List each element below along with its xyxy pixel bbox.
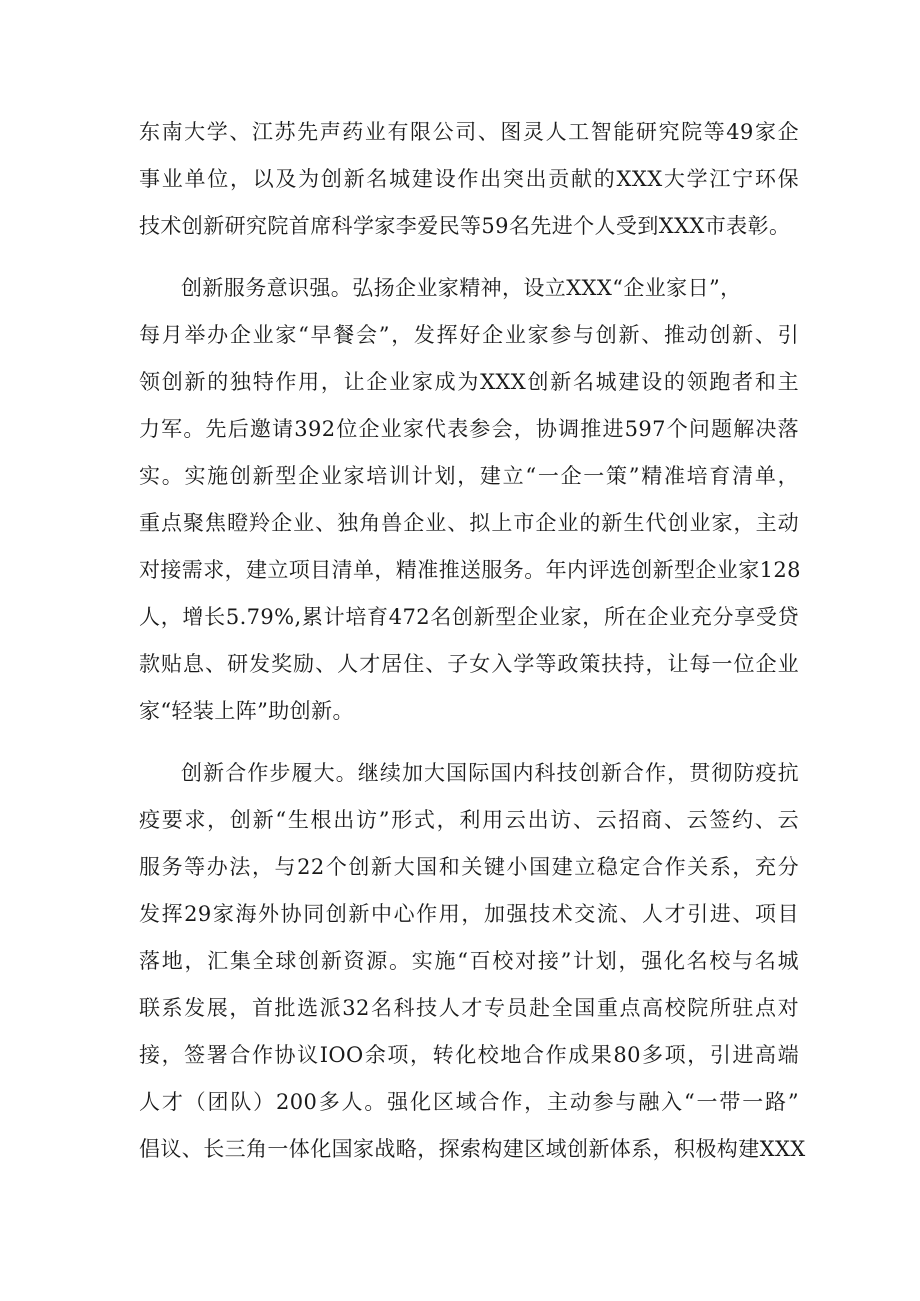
paragraph-3-line-9: 倡议、长三角一体化国家战略，探索构建区域创新体系，积极构建XXX (139, 1137, 806, 1161)
paragraph-2-line-6: 重点聚焦瞪羚企业、独角兽企业、拟上市企业的新生代创业家，主动 (139, 511, 799, 535)
paragraph-2-line-2: 每月举办企业家“早餐会”，发挥好企业家参与创新、推动创新、引 (139, 323, 799, 347)
paragraph-3-line-2: 疫要求，创新“生根出访”形式，利用云出访、云招商、云签约、云 (139, 808, 799, 832)
paragraph-2-line-5: 实。实施创新型企业家培训计划，建立“一企一策”精准培育清单， (139, 464, 799, 488)
paragraph-3-line-3: 服务等办法，与22个创新大国和关键小国建立稳定合作关系，充分 (139, 855, 799, 879)
paragraph-2-line-10: 家“轻装上阵”助创新。 (139, 699, 354, 723)
paragraph-2-line-9: 款贴息、研发奖励、人才居住、子女入学等政策扶持，让每一位企业 (139, 652, 799, 676)
paragraph-3-line-1: 创新合作步履大。继续加大国际国内科技创新合作，贯彻防疫抗 (181, 761, 799, 785)
paragraph-2-line-7: 对接需求，建立项目清单，精准推送服务。年内评选创新型企业家128 (139, 558, 801, 582)
paragraph-1-line-3: 技术创新研究院首席科学家李爱民等59名先进个人受到XXX市表彰。 (139, 214, 791, 238)
paragraph-2-line-8: 人，增长5.79%,累计培育472名创新型企业家，所在企业充分享受贷 (139, 605, 799, 629)
paragraph-2-line-3: 领创新的独特作用，让企业家成为XXX创新名城建设的领跑者和主 (139, 370, 799, 394)
paragraph-2-line-1: 创新服务意识强。弘扬企业家精神，设立XXX“企业家日”， (181, 276, 742, 300)
paragraph-1-line-1: 东南大学、江苏先声药业有限公司、图灵人工智能研究院等49家企 (139, 120, 799, 144)
paragraph-3-line-8: 人才（团队）200多人。强化区域合作，主动参与融入“一带一路” (139, 1090, 799, 1114)
paragraph-2-line-4: 力军。先后邀请392位企业家代表参会，协调推进597个问题解决落 (139, 417, 799, 441)
paragraph-1-line-2: 事业单位，以及为创新名城建设作出突出贡献的XXX大学江宁环保 (139, 167, 799, 191)
paragraph-3-line-5: 落地，汇集全球创新资源。实施“百校对接”计划，强化名校与名城 (139, 949, 799, 973)
paragraph-3-line-6: 联系发展，首批选派32名科技人才专员赴全国重点高校院所驻点对 (139, 996, 799, 1020)
paragraph-3-line-7: 接，签署合作协议IOO余项，转化校地合作成果80多项，引进高端 (139, 1043, 799, 1067)
paragraph-3-line-4: 发挥29家海外协同创新中心作用，加强技术交流、人才引进、项目 (139, 902, 799, 926)
